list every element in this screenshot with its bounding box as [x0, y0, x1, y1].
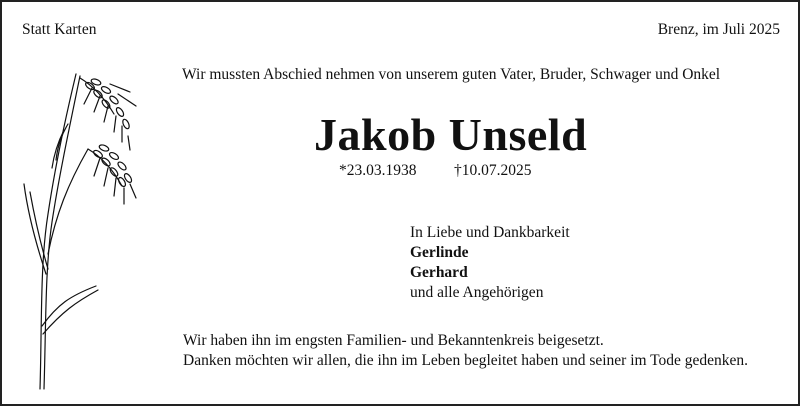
- death-date: †10.07.2025: [454, 162, 532, 179]
- grain-stalk-icon: [18, 64, 148, 394]
- birth-date: *23.03.1938: [339, 162, 417, 179]
- deceased-name: Jakob Unseld: [314, 109, 588, 160]
- footer-line-1: Wir haben ihn im engsten Familien- und Bekanntenkreis beigesetzt.: [183, 332, 604, 349]
- header-right-date: Brenz, im Juli 2025: [657, 21, 780, 38]
- header-left: Statt Karten: [22, 21, 97, 38]
- mourners-closing: und alle Angehörigen: [410, 284, 544, 301]
- mourner-name: Gerlinde: [410, 244, 469, 261]
- footer-line-2: Danken möchten wir allen, die ihn im Leben begleitet haben und seiner im Tode gedenken.: [183, 352, 749, 369]
- intro-text: Wir mussten Abschied nehmen von unserem guten Vater, Bruder, Schwager und Onkel: [182, 66, 721, 83]
- mourner-name: Gerhard: [410, 264, 468, 281]
- footer-text: [183, 331, 748, 371]
- mourners-intro: In Liebe und Dankbarkeit: [410, 224, 570, 241]
- mourners-block: [410, 223, 570, 303]
